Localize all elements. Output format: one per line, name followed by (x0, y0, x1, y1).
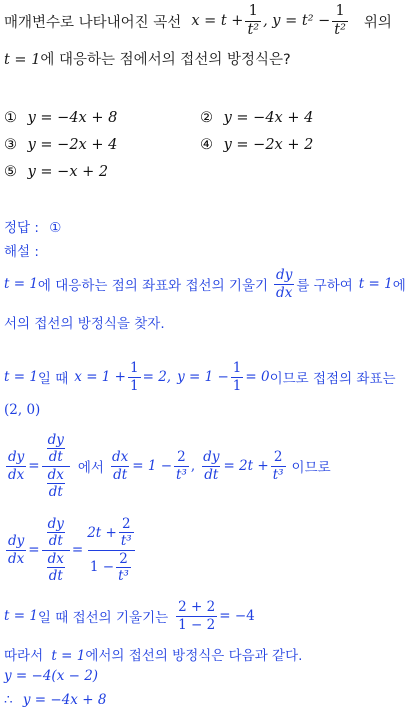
d1-dydx-num: dy (8, 449, 25, 466)
option-5[interactable] (4, 164, 108, 180)
option-3[interactable] (4, 137, 117, 153)
derivative-line-1 (4, 428, 331, 504)
p1-t-eq: t = 1 (4, 276, 38, 292)
answer-label: 정답 : (4, 220, 39, 236)
question-t-eq: t = 1 (4, 52, 41, 68)
d1-dxdt-num: dx (111, 449, 129, 466)
d2-dydt-inner (46, 517, 66, 548)
d2-big-num-frac (119, 517, 134, 548)
question-line-1 (4, 4, 392, 38)
d1-dydt-rhs-fraction (271, 450, 286, 481)
d1-compound-fraction (42, 433, 70, 499)
d2-big-num-left: 2t + (87, 524, 117, 541)
d1-inner-den-num: dx (47, 466, 64, 483)
p2-x-left: x = 1 + (74, 369, 126, 385)
slope-line (4, 596, 255, 636)
option-5-expr: y = −x + 2 (27, 164, 109, 180)
d2-big-num-frac-den: t³ (120, 533, 132, 550)
d1-dxdt-inner (46, 468, 66, 499)
option-2-mark: ② (200, 110, 213, 126)
d2-compound-num (42, 517, 70, 549)
d1-dydt-den: dt (204, 466, 219, 483)
d1-eq: = (28, 458, 40, 474)
therefore-symbol: ∴ (4, 692, 13, 708)
d2-compound-fraction (42, 517, 70, 583)
p1-dydx-fraction (274, 268, 294, 299)
d1-dydt-inner (46, 433, 66, 464)
d2-big-num (85, 517, 137, 549)
d1-dydt-num: dy (203, 449, 220, 466)
option-2-expr: y = −4x + 4 (223, 110, 314, 126)
eq-y-den: t² (334, 21, 346, 38)
p2-x-fraction (128, 361, 141, 392)
d2-inner-num-den: dt (48, 533, 63, 550)
answer-value: ① (49, 220, 62, 236)
p2-y-eq: = 0 (245, 369, 270, 385)
p2-y-num: 1 (232, 360, 242, 377)
d1-compound-den (42, 466, 70, 499)
d1-dxdt-rhs-den: t³ (176, 466, 187, 483)
d1-dxdt-eq: = 1 − (132, 458, 173, 474)
d2-big-fraction (85, 517, 137, 583)
s1-eq: = −4 (219, 608, 255, 624)
d1-dydx-fraction (6, 450, 26, 481)
d2-dydx-fraction (6, 534, 26, 565)
eq-x-left: x = t + (191, 13, 244, 29)
answer-line (4, 216, 61, 236)
d1-dydt-rhs-den: t³ (272, 466, 284, 483)
d1-inner-num-den: dt (48, 449, 63, 466)
d2-dydx-den: dx (8, 550, 25, 567)
final-tangent-equation: y = −4x + 8 (22, 692, 107, 708)
option-5-mark: ⑤ (4, 164, 17, 180)
p1-text: 에 대응하는 점의 좌표와 접선의 기울기 (37, 278, 269, 294)
s1-t-eq: t = 1 (4, 608, 38, 624)
option-4-mark: ④ (200, 137, 213, 153)
option-3-mark: ③ (4, 137, 17, 153)
p1-dydx-den: dx (276, 284, 293, 301)
p2-t-eq: t = 1 (4, 369, 38, 385)
conclusion-line (4, 644, 302, 664)
d1-dydt-fraction (201, 450, 221, 481)
s2-text-pre: 따라서 (4, 648, 44, 664)
p2-x-den: 1 (130, 377, 139, 394)
eq-x-fraction (245, 4, 261, 37)
p1-text2: 를 구하여 (296, 278, 353, 294)
option-1-mark: ① (4, 110, 17, 126)
derivative-line-2 (4, 510, 140, 590)
d1-dydx-den: dx (8, 466, 25, 483)
eq-y-num: 1 (335, 3, 345, 20)
s1-text: 일 때 접선의 기울기는 (37, 610, 169, 626)
option-4-expr: y = −2x + 2 (223, 137, 314, 153)
p1-text3: 에 (392, 278, 406, 294)
p2-text2: 이므로 접점의 좌표는 (269, 371, 396, 387)
s1-slope-den: 1 − 2 (178, 616, 216, 633)
d2-big-den-frac-num: 2 (119, 550, 128, 567)
question-line-2 (4, 48, 291, 69)
d1-dydt-rhs-num: 2 (273, 449, 283, 466)
d2-big-den-frac (116, 552, 131, 583)
d2-compound-den (42, 550, 70, 583)
p2-y-den: 1 (232, 377, 242, 394)
question-suffix: 위의 (363, 14, 392, 31)
option-3-expr: y = −2x + 4 (27, 137, 118, 153)
d2-inner-den-num: dx (47, 550, 64, 567)
d2-inner-num-num: dy (47, 516, 64, 533)
p2-y-fraction (231, 361, 244, 392)
explanation-label: 해설 : (4, 244, 39, 260)
option-1[interactable] (4, 110, 117, 126)
explanation-p1-line1 (4, 264, 406, 304)
d1-text2: 이므로 (291, 460, 331, 476)
d2-big-num-frac-num: 2 (121, 516, 131, 533)
d1-text: 에서 (77, 460, 104, 476)
final-answer-line (4, 692, 106, 708)
d2-big-den-left: 1 − (89, 559, 115, 576)
explanation-p2-line1 (4, 357, 396, 397)
d1-inner-num-num: dy (47, 432, 64, 449)
d2-eq2: = (71, 542, 84, 558)
d1-dxdt-fraction (110, 450, 130, 481)
d2-dydx-num: dy (8, 533, 25, 550)
explanation-p1-line2: 서의 접선의 방정식을 찾자. (4, 316, 165, 332)
d1-comma: , (190, 458, 196, 474)
p2-text: 일 때 (37, 371, 69, 387)
d2-eq: = (28, 542, 40, 558)
d1-dxdt-rhs-fraction (174, 450, 189, 481)
d1-dxdt-den: dt (113, 466, 128, 483)
eq-y-fraction (332, 4, 348, 37)
s1-slope-num: 2 + 2 (178, 599, 216, 616)
eq-x-num: 1 (248, 3, 258, 20)
p2-x-num: 1 (130, 360, 139, 377)
s2-text: 에서의 접선의 방정식은 다음과 같다. (85, 648, 303, 664)
d2-inner-den-den: dt (48, 567, 63, 584)
option-2[interactable] (200, 110, 313, 126)
eq-y-left: , y = t² − (263, 13, 331, 29)
p1-t-eq-2: t = 1 (358, 276, 393, 292)
d1-compound-num (42, 433, 70, 465)
option-1-expr: y = −4x + 8 (27, 110, 118, 126)
explanation-p2-point: (2, 0) (4, 402, 41, 418)
d1-inner-den-den: dt (48, 483, 63, 500)
tangent-point-slope-form: y = −4(x − 2) (4, 668, 99, 684)
question-line-2-text: 에 대응하는 점에서의 접선의 방정식은? (40, 52, 291, 68)
eq-x-den: t² (247, 21, 260, 38)
option-4[interactable] (200, 137, 313, 153)
d1-dxdt-rhs-num: 2 (177, 449, 186, 466)
d1-dydt-eq: = 2t + (223, 458, 269, 474)
p1-dydx-num: dy (276, 267, 293, 284)
question-prefix: 매개변수로 나타내어진 곡선 (4, 14, 182, 31)
p2-y-left: y = 1 − (177, 369, 229, 385)
d2-dxdt-inner (46, 552, 66, 583)
p2-x-eq: = 2, (142, 369, 172, 385)
d2-big-den-frac-den: t³ (118, 567, 129, 584)
s1-slope-fraction (176, 600, 217, 631)
d2-big-den (88, 550, 135, 583)
s2-t-eq: t = 1 (51, 648, 86, 664)
